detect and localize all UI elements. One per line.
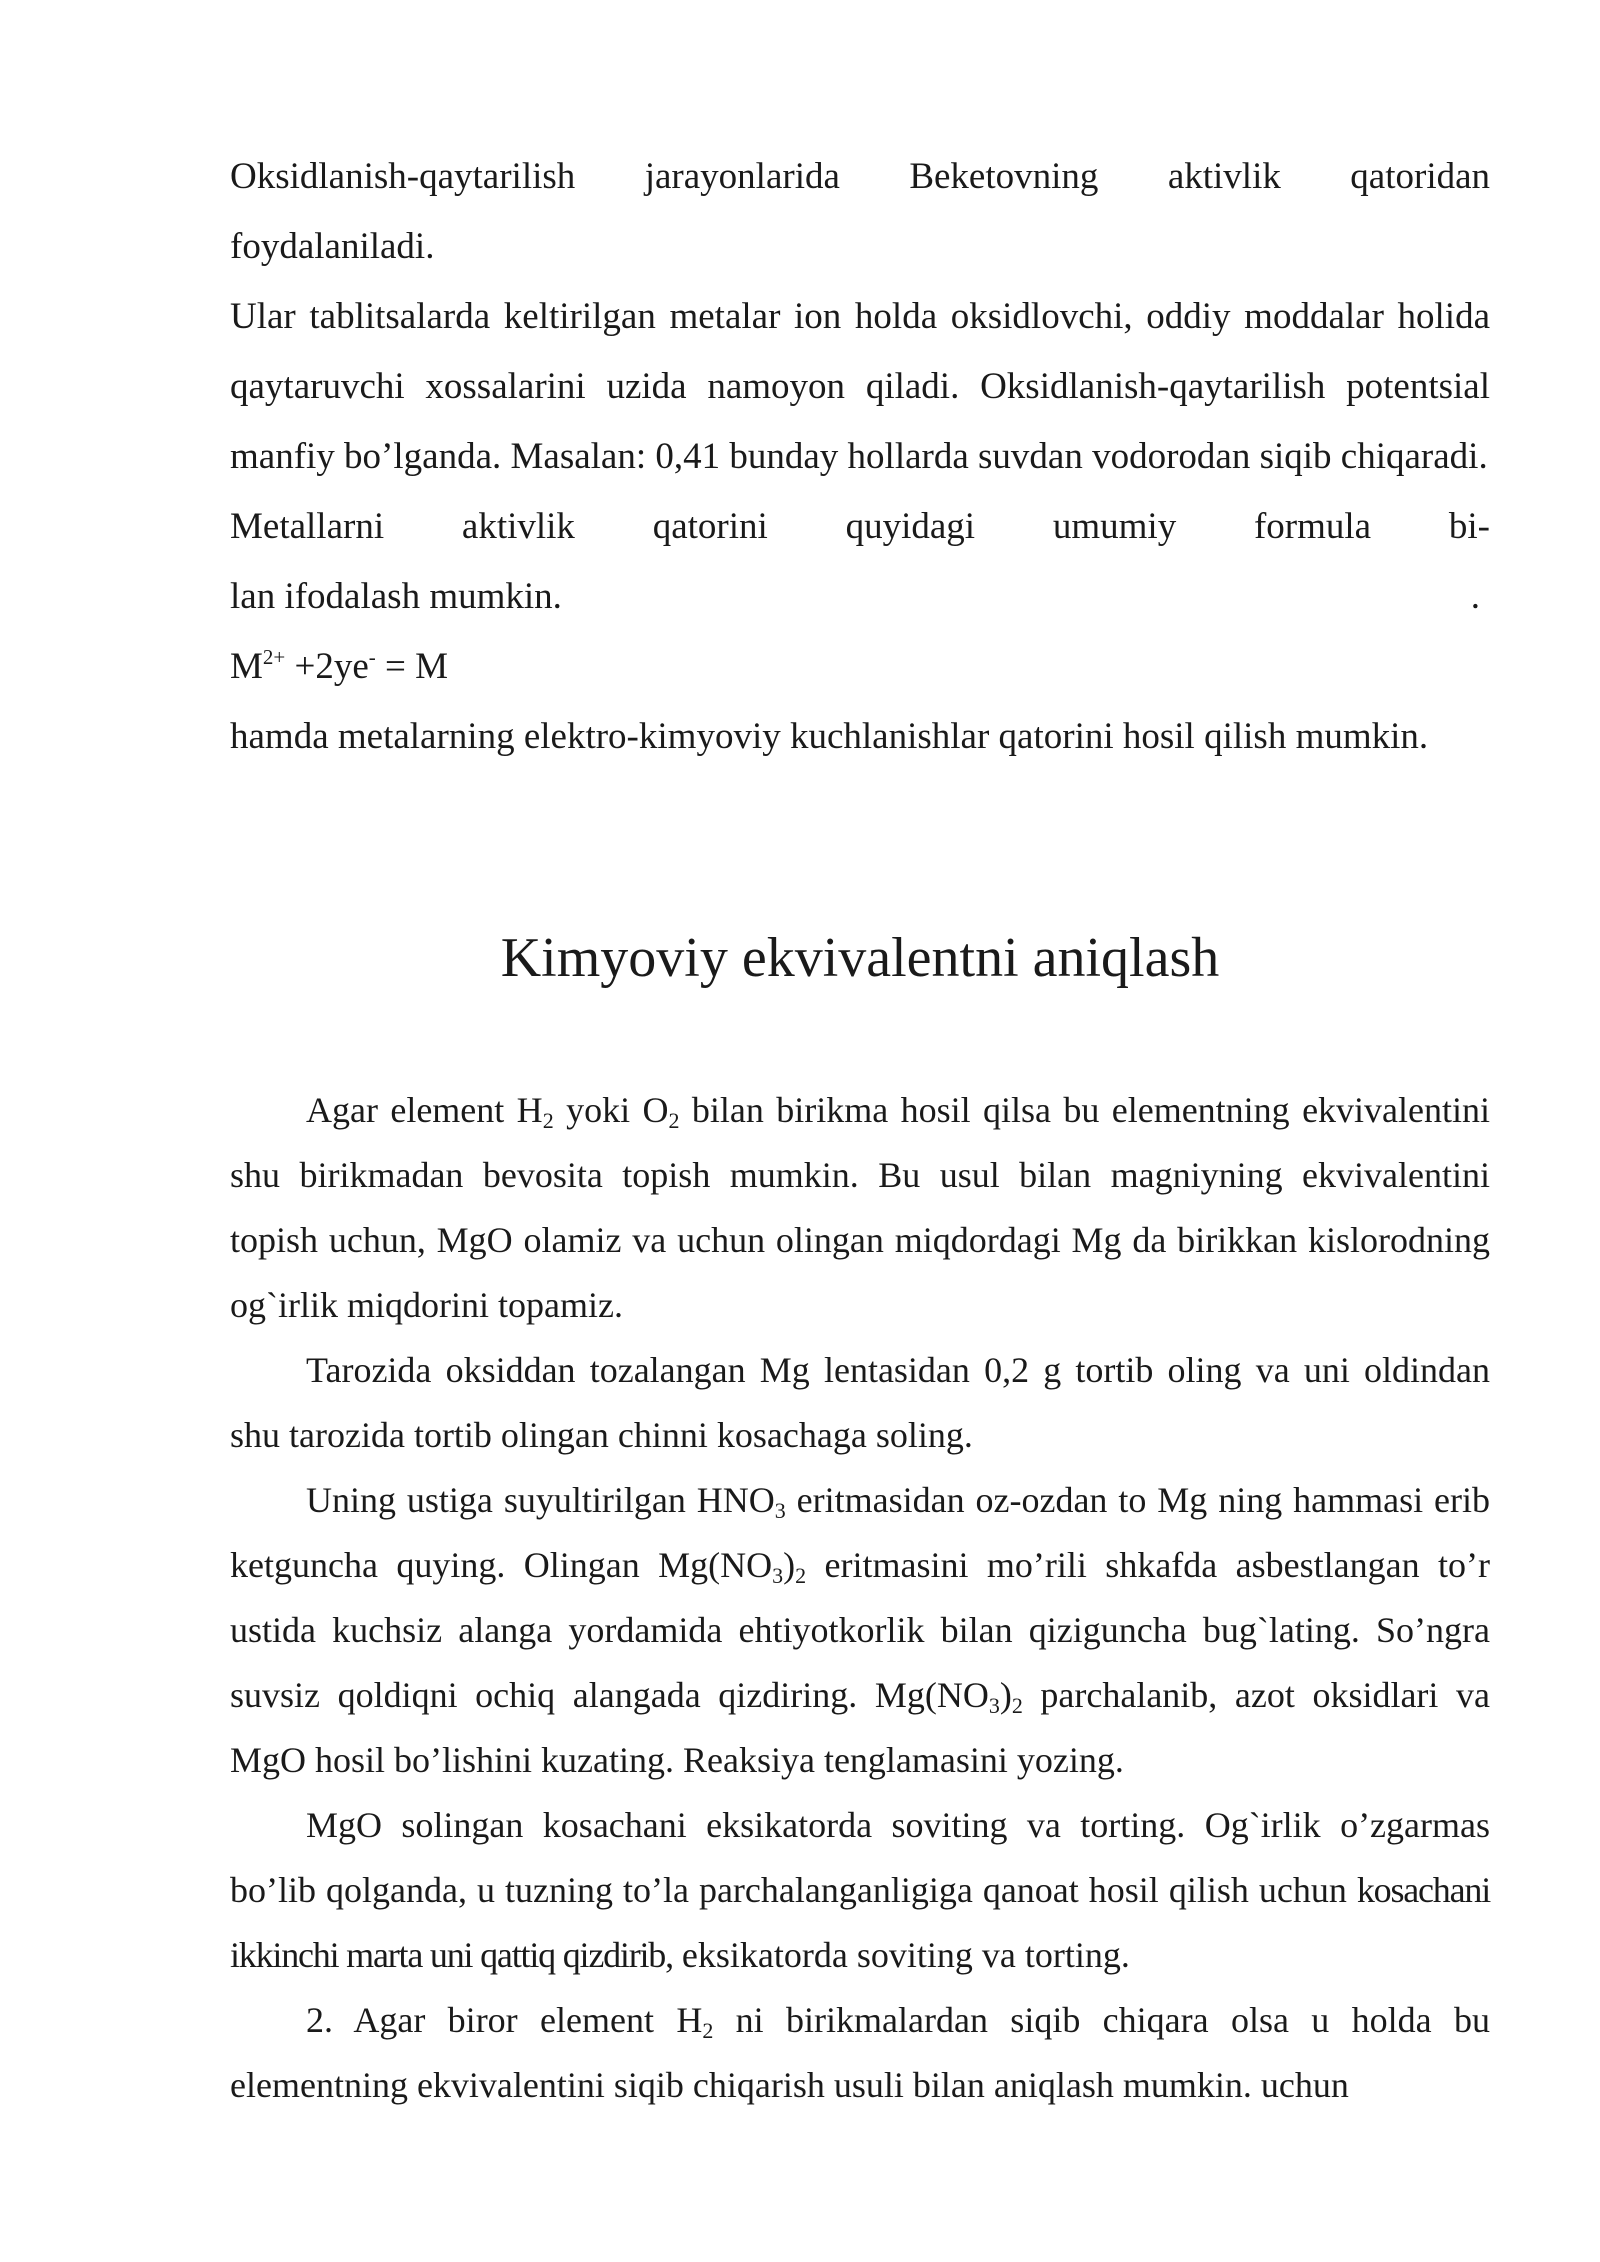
word: qatoridan xyxy=(1350,156,1491,197)
formula-base: M xyxy=(230,646,263,687)
word: Beketovning xyxy=(909,156,1099,197)
paragraph-3-text: lan ifodalash mumkin. xyxy=(230,576,562,617)
word: Metallarni xyxy=(230,506,385,547)
text-run: bilan birikma hosil qilsa bu elementning ekvivalentini shu birikmadan bevosita topish mumkin. Bu usul bilan magniyning ekvivalentini topish uchun, MgO olamiz va uchun olingan miqdordagi Mg da birikkan kislorodning og`irlik miqdorini topamiz. xyxy=(230,1090,1491,1325)
paragraph-2: Ular tablitsalarda keltirilgan metalar ion holda oksidlovchi, oddiy moddalar holida qaytaruvchi xossalarini uzida namoyon qiladi. Oksidlanish-qaytarilish potentsial manfiy bo’lganda. Masalan: 0,41 bunday hollarda suvdan vodorodan siqib chiqaradi. xyxy=(230,296,1490,477)
text-run: parchalanib, azot oksidlari va MgO hosil bo’lishini kuzating. Reaksiya tenglamasini yozing. xyxy=(230,1675,1490,1780)
subscript: 3 xyxy=(988,1693,1000,1718)
word: bi- xyxy=(1448,506,1490,547)
subscript: 3 xyxy=(772,1563,784,1588)
formula-charge: 2+ xyxy=(262,645,286,669)
text-run: yoki O xyxy=(553,1090,669,1130)
paragraph-b: Tarozida oksiddan tozalangan Mg lentasidan 0,2 g tortib oling va uni oldindan shu tarozida tortib olingan chinni kosachaga soling. xyxy=(230,1350,1490,1455)
text-run: Agar element H xyxy=(306,1090,543,1130)
word: umumiy xyxy=(1052,506,1177,547)
paragraph-4: hamda metalarning elektro-kimyoviy kuchlanishlar qatorini hosil qilish mumkin. xyxy=(230,716,1429,757)
trailing-dot: . xyxy=(1470,576,1480,617)
word: aktivlik xyxy=(461,506,575,547)
method-section xyxy=(230,1078,1490,2118)
word: Oksidlanish-qaytarilish xyxy=(230,156,576,197)
text-run: Uning ustiga suyultirilgan HNO xyxy=(306,1480,775,1520)
subscript: 2 xyxy=(668,1108,680,1133)
formula-electron-sign: - xyxy=(368,645,376,669)
word: jarayonlarida xyxy=(644,156,840,197)
subscript: 2 xyxy=(542,1108,554,1133)
subscript: 3 xyxy=(774,1498,786,1523)
word: aktivlik xyxy=(1167,156,1281,197)
subscript: 2 xyxy=(1011,1693,1023,1718)
paragraph-1-line-1 xyxy=(230,142,1490,212)
word: qatorini xyxy=(652,506,768,547)
text-run: ) xyxy=(783,1545,796,1585)
text-run: eritmasini mo’rili shkafda asbestlangan to’r ustida kuchsiz alanga yordamida ehtiyotkorlik bilan qiziguncha bug`lating. So’ngra suvsiz qoldiqni ochiq alangada qizdiring. Mg(NO xyxy=(230,1545,1490,1715)
paragraph-c xyxy=(230,1468,1490,1793)
paragraph-3-line-1 xyxy=(230,492,1490,562)
subscript: 2 xyxy=(702,2018,714,2043)
intro-section xyxy=(230,142,1490,772)
paragraph-d xyxy=(230,1793,1490,1988)
paragraph-3-line-2 xyxy=(230,562,1490,632)
text-run: eritmasidan oz-ozdan to Mg ning hammasi erib ketguncha quying. Olingan Mg(NO xyxy=(230,1480,1490,1585)
word: quyidagi xyxy=(845,506,976,547)
section-heading: Kimyoviy ekvivalentni aniqlash xyxy=(500,927,1220,989)
paragraph-1-line-2: foydalaniladi. xyxy=(230,226,435,267)
text-run-condensed: kosachani ikkinchi marta uni qattiq qizdirib, xyxy=(230,1870,1490,1975)
text-run: ni birikmalardan siqib chiqara olsa u holda bu elementning ekvivalentini siqib chiqarish usuli bilan aniqlash mumkin. uchun xyxy=(230,2000,1490,2105)
formula-result: = M xyxy=(375,646,449,687)
text-run: 2. Agar biror element H xyxy=(306,2000,703,2040)
subscript: 2 xyxy=(795,1563,807,1588)
formula xyxy=(230,632,1490,702)
formula-middle: +2ye xyxy=(285,646,369,687)
word: formula xyxy=(1253,506,1372,547)
text-run: ) xyxy=(999,1675,1012,1715)
paragraph-a xyxy=(230,1078,1490,1338)
text-run: MgO solingan kosachani eksikatorda soviting va torting. Og`irlik o’zgarmas bo’lib qolganda, u tuzning to’la parchalanganligiga qanoat hosil qilish uchun xyxy=(230,1805,1490,1910)
text-run: eksikatorda soviting va torting. xyxy=(672,1935,1130,1975)
paragraph-e xyxy=(230,1988,1490,2118)
